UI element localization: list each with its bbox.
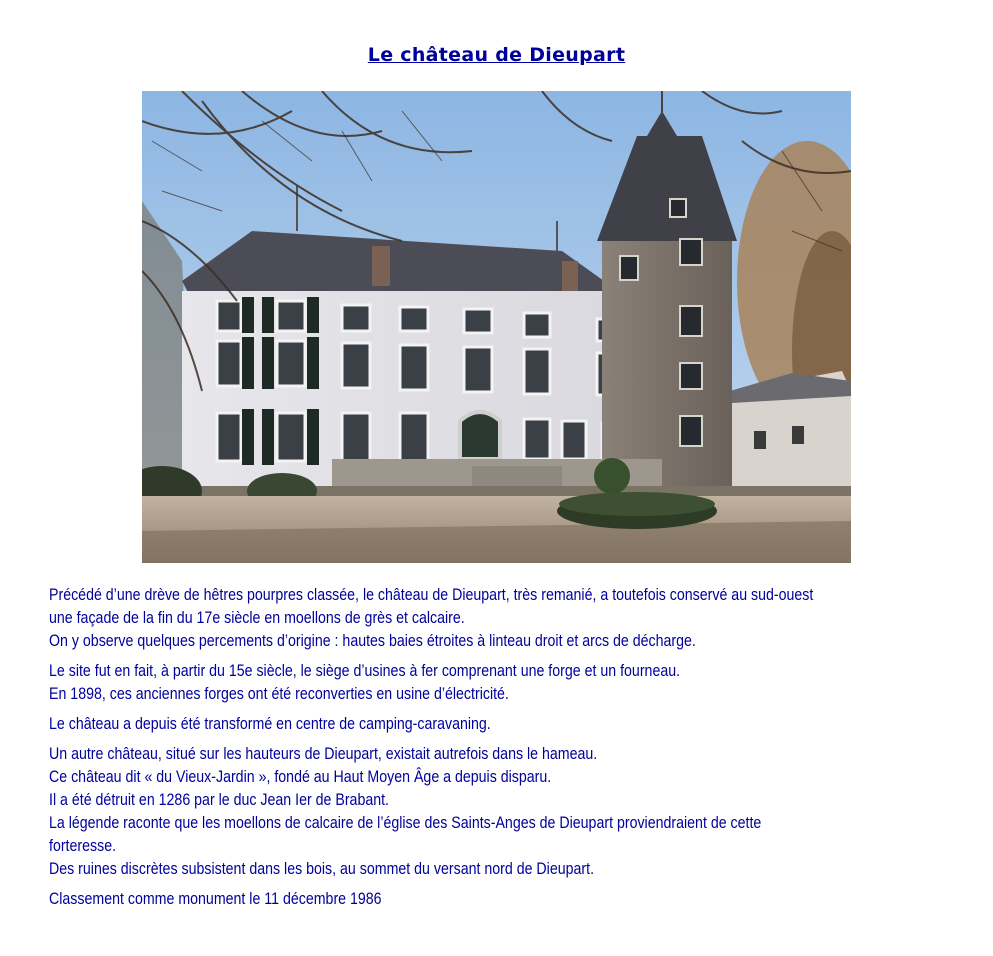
text-line: On y observe quelques percements d’origine : hautes baies étroites à linteau droit et arcs de décharge. <box>49 632 696 650</box>
text-line: Des ruines discrètes subsistent dans les bois, au sommet du versant nord de Dieupart. <box>49 860 595 878</box>
text-line: une façade de la fin du 17e siècle en moellons de grès et calcaire. <box>49 609 465 627</box>
text-line: Précédé d’une drève de hêtres pourpres classée, le château de Dieupart, très remanié, a toutefois conservé au sud-ouest <box>49 586 814 604</box>
text-line: forteresse. <box>49 837 117 855</box>
chateau-photo <box>142 91 851 563</box>
text-line: Classement comme monument le 11 décembre 1986 <box>49 890 382 908</box>
paragraph <box>49 713 952 736</box>
paragraph <box>49 743 952 881</box>
description-text <box>49 584 952 918</box>
text-line: Le château a depuis été transformé en centre de camping-caravaning. <box>49 715 491 733</box>
text-line: La légende raconte que les moellons de calcaire de l’église des Saints-Anges de Dieupart proviendraient de cette <box>49 814 762 832</box>
text-line: En 1898, ces anciennes forges ont été reconverties en usine d’électricité. <box>49 685 509 703</box>
text-line: Un autre château, situé sur les hauteurs de Dieupart, existait autrefois dans le hameau. <box>49 745 598 763</box>
paragraph <box>49 888 952 911</box>
text-line: Il a été détruit en 1286 par le duc Jean Ier de Brabant. <box>49 791 390 809</box>
text-line: Ce château dit « du Vieux-Jardin », fondé au Haut Moyen Âge a depuis disparu. <box>49 768 552 786</box>
text-line: Le site fut en fait, à partir du 15e siècle, le siège d’usines à fer comprenant une forge et un fourneau. <box>49 662 681 680</box>
paragraph <box>49 660 952 706</box>
paragraph <box>49 584 952 653</box>
page-title[interactable]: Le château de Dieupart <box>367 44 626 66</box>
